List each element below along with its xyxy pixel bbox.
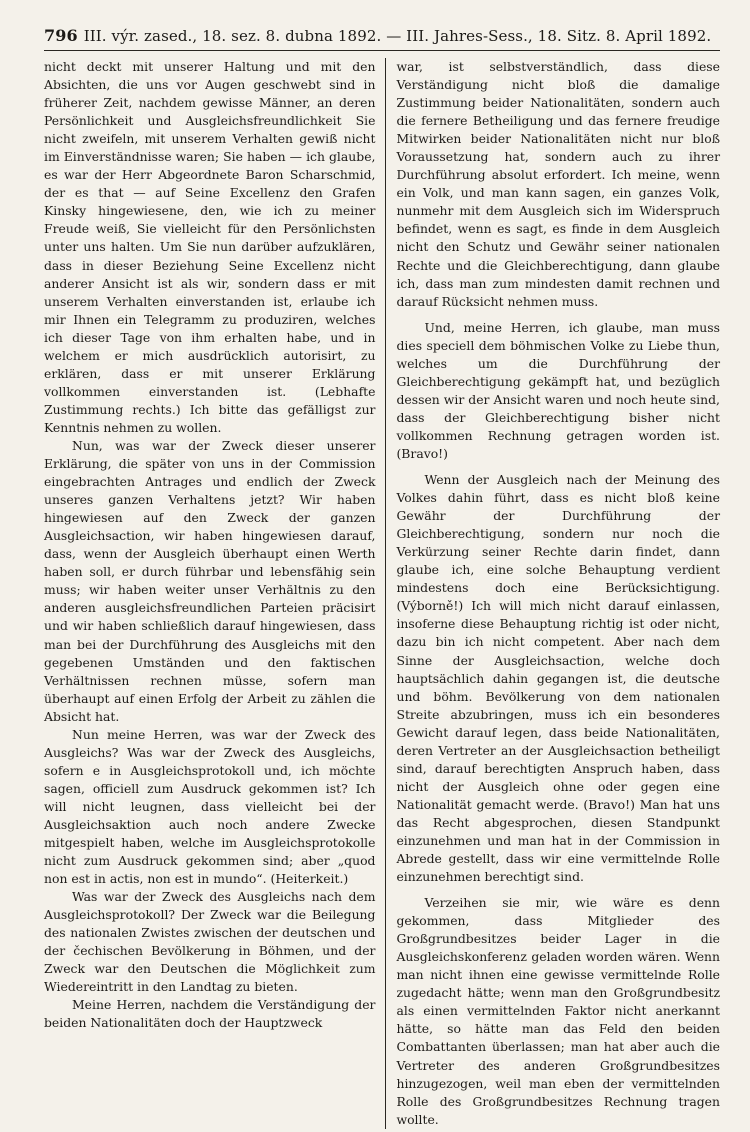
page-number: 796 (44, 26, 78, 45)
paragraph: Verzeihen sie mir, wie wäre es denn gekommen, dass Mitglieder des Großgrundbesitzes beider Lager in die Ausgleichskonferenz geladen worden wären. Wenn man nicht ihnen eine gewisse vermittelnde Rolle zugedacht hätte; wenn man den Großgrundbesitz als einen vermittelnden Faktor nicht anerkannt hätte, so hätte man das Feld den beiden Combattanten überlassen; man hat aber auch die Vertreter des anderen Großgrundbesitzes hinzugezogen, weil man eben der vermittelnden Rolle des Großgrundbesitzes Rechnung tragen wollte. (396, 895, 720, 1127)
text-columns (44, 58, 720, 1129)
paragraph: Nun meine Herren, was war der Zweck des Ausgleichs? Was war der Zweck des Ausgleichs, sofern e in Ausgleichsprotokoll und, ich möchte sagen, officiell zum Ausdruck gekommen ist? Ich will nicht leugnen, dass vielleicht bei der Ausgleichsaktion auch noch andere Zwecke mitgespielt haben, welche im Ausgleichsprotokolle nicht zum Ausdruck gekommen sind; aber „quod non est in actis, non est in mundo“. (Heiterkeit.) (44, 726, 376, 887)
paragraph: nicht deckt mit unserer Haltung und mit den Absichten, die uns vor Augen geschwebt sind in früherer Zeit, nachdem gewisse Männer, an deren Persönlichkeit und Ausgleichsfreundlichkeit Sie nicht zweifeln, mit unserem Verhalten gewiß nicht im Einverständnisse waren; Sie haben — ich glaube, es war der Herr Abgeordnete Baron Scharschmid, der es that — auf Seine Excellenz den Grafen Kinsky hingewiesene, den, wie ich zu meiner Freude weiß, Sie vielleicht für den Persönlichsten unter uns halten. Um Sie nun darüber aufzuklären, dass in dieser Beziehung Seine Excellenz nicht anderer Ansicht ist als wir, sondern dass er mit unserem Verhalten einverstanden ist, erlaube ich mir Ihnen ein Telegramm zu produziren, welches ich dieser Tage von ihm erhalten habe, und in welchem er mich ausdrücklich autorisirt, zu erklären, dass er mit unserer Erklärung vollkommen einverstanden ist. (Lebhafte Zustimmung rechts.) Ich bitte das gefälligst zur Kenntnis nehmen zu wollen. (44, 59, 376, 435)
paragraph: Meine Herren, nachdem die Verständigung der beiden Nationalitäten doch der Hauptzweck (44, 997, 376, 1031)
right-column (386, 58, 720, 1129)
left-column (44, 58, 386, 1129)
paragraph: war, ist selbstverständlich, dass diese Verständigung nicht bloß die damalige Zustimmung beider Nationalitäten, sondern auch die fernere Betheiligung und das fernere freudige Mitwirken beider Nationalitäten nicht nur bloß Voraussetzung hat, sondern auch zu ihrer Durchführung absolut erfordert. Ich meine, wenn ein Volk, und man kann sagen, ein ganzes Volk, nunmehr mit dem Ausgleich sich im Widerspruch befindet, wenn es sagt, es finde in dem Ausgleich nicht den Schutz und Gewähr seiner nationalen Rechte und die Gleichberechtigung, dann glaube ich, dass man zum mindesten damit rechnen und darauf Rücksicht nehmen muss. (396, 59, 720, 309)
paragraph: Was war der Zweck des Ausgleichs nach dem Ausgleichsprotokoll? Der Zweck war die Beilegung des nationalen Zwistes zwischen der deutschen und der čechischen Bevölkerung in Böhmen, und der Zweck war den Deutschen die Möglichkeit zum Wiedereintritt in den Landtag zu bieten. (44, 889, 376, 995)
running-head: III. výr. zased., 18. sez. 8. dubna 1892. — III. Jahres-Sess., 18. Sitz. 8. April 1892. (83, 27, 712, 45)
paragraph: Wenn der Ausgleich nach der Meinung des Volkes dahin führt, dass es nicht bloß keine Gewähr der Durchführung der Gleichberechtigung, sondern nur noch die Verkürzung seiner Rechte darin findet, dann glaube ich, eine solche Behauptung verdient mindestens doch eine Berücksichtigung. (Výborně!) Ich will mich nicht darauf einlassen, insoferne diese Behauptung richtig ist oder nicht, dazu bin ich nicht competent. Aber nach dem Sinne der Ausgleichsaction, welche doch hauptsächlich dahin gegangen ist, die deutsche und böhm. Bevölkerung von dem nationalen Streite abzubringen, muss ich ein besonderes Gewicht darauf legen, dass beide Nationalitäten, deren Vertreter an der Ausgleichsaction betheiligt sind, darauf berechtigten Anspruch haben, dass nicht der Ausgleich ohne oder gegen eine Nationalität gemacht werde. (Bravo!) Man hat uns das Recht abgesprochen, diesen Standpunkt einzunehmen und man hat in der Commission in Abrede gestellt, dass wir eine vermittelnde Rolle einzunehmen berechtigt sind. (396, 472, 720, 885)
paragraph: Und, meine Herren, ich glaube, man muss dies speciell dem böhmischen Volke zu Liebe thun, welches um die Durchführung der Gleichberechtigung gekämpft hat, und bezüglich dessen wir der Ansicht waren und noch heute sind, dass der Gleichberechtigung bisher nicht vollkommen Rechnung getragen worden ist. (Bravo!) (396, 319, 720, 461)
page-header (44, 26, 720, 51)
paragraph: Nun, was war der Zweck dieser unserer Erklärung, die später von uns in der Commission eingebrachten Antrages und endlich der Zweck unseres ganzen Verhaltens jetzt? Wir haben hingewiesen auf den Zweck der ganzen Ausgleichsaction, wir haben hingewiesen darauf, dass, wenn der Ausgleich überhaupt einen Werth haben soll, er durch führbar und lebensfähig sein muss; wir haben weiter unser Verhältnis zu den anderen ausgleichsfreundlichen Parteien präcisirt und wir haben schließlich darauf hingewiesen, dass man bei der Durchführung des Ausgleichs mit den gegebenen Umständen und den faktischen Verhältnissen rechnen müsse, sofern man überhaupt auf einen Erfolg der Arbeit zu zählen die Absicht hat. (44, 437, 376, 724)
